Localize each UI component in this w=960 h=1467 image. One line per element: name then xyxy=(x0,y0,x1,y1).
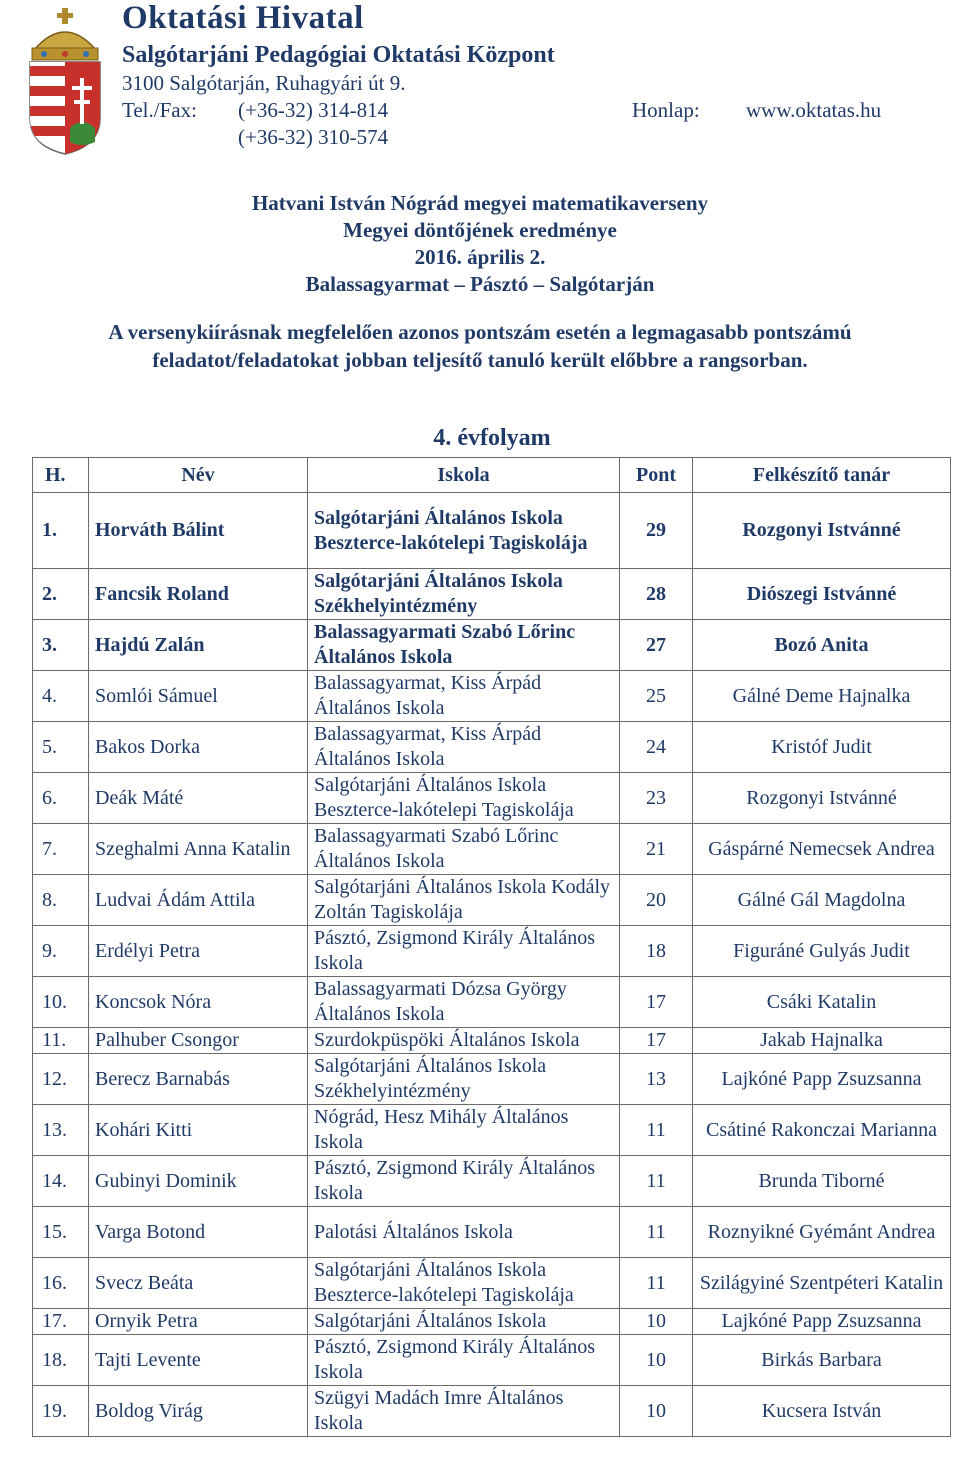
cell-teacher: Bozó Anita xyxy=(693,620,951,671)
table-row xyxy=(33,1054,951,1105)
cell-teacher: Birkás Barbara xyxy=(693,1335,951,1386)
cell-name: Horváth Bálint xyxy=(89,493,308,569)
cell-name: Hajdú Zalán xyxy=(89,620,308,671)
cell-name: Tajti Levente xyxy=(89,1335,308,1386)
cell-rank: 4. xyxy=(33,671,89,722)
grade-heading: 4. évfolyam xyxy=(433,425,551,451)
cell-points: 17 xyxy=(620,977,693,1028)
cell-points: 10 xyxy=(620,1335,693,1386)
cell-teacher: Jakab Hajnalka xyxy=(693,1028,951,1054)
cell-teacher: Kristóf Judit xyxy=(693,722,951,773)
cell-school: Salgótarjáni Általános Iskola Beszterce-lakótelepi Tagiskolája xyxy=(308,493,620,569)
table-row xyxy=(33,722,951,773)
notice-line-1: A versenykiírásnak megfelelően azonos pontszám esetén a legmagasabb pontszámú xyxy=(108,320,852,344)
cell-school: Balassagyarmati Dózsa György Általános Iskola xyxy=(308,977,620,1028)
cell-points: 13 xyxy=(620,1054,693,1105)
cell-rank: 2. xyxy=(33,569,89,620)
cell-school: Salgótarjáni Általános Iskola Székhelyintézmény xyxy=(308,1054,620,1105)
cell-rank: 16. xyxy=(33,1258,89,1309)
cell-name: Berecz Barnabás xyxy=(89,1054,308,1105)
cell-school: Balassagyarmat, Kiss Árpád Általános Iskola xyxy=(308,671,620,722)
web-label: Honlap: xyxy=(632,98,700,122)
cell-school: Salgótarjáni Általános Iskola Beszterce-lakótelepi Tagiskolája xyxy=(308,1258,620,1309)
cell-name: Szeghalmi Anna Katalin xyxy=(89,824,308,875)
organization-header xyxy=(122,0,942,151)
cell-points: 27 xyxy=(620,620,693,671)
cell-points: 28 xyxy=(620,569,693,620)
cell-school: Salgótarjáni Általános Iskola xyxy=(308,1309,620,1335)
cell-teacher: Kucsera István xyxy=(693,1386,951,1437)
table-row xyxy=(33,1028,951,1054)
cell-name: Palhuber Csongor xyxy=(89,1028,308,1054)
cell-school: Salgótarjáni Általános Iskola Székhelyintézmény xyxy=(308,569,620,620)
cell-school: Salgótarjáni Általános Iskola Beszterce-lakótelepi Tagiskolája xyxy=(308,773,620,824)
contest-title: Hatvani István Nógrád megyei matematikaverseny xyxy=(251,191,709,215)
cell-points: 17 xyxy=(620,1028,693,1054)
table-row xyxy=(33,977,951,1028)
cell-teacher: Roznyikné Gyémánt Andrea xyxy=(693,1207,951,1258)
org-name: Oktatási Hivatal xyxy=(122,0,364,36)
address: 3100 Salgótarján, Ruhagyári út 9. xyxy=(122,71,406,95)
phone-1: (+36-32) 314-814 xyxy=(238,98,389,122)
table-row xyxy=(33,1156,951,1207)
phone-label: Tel./Fax: xyxy=(122,98,197,122)
contest-date: 2016. április 2. xyxy=(414,245,546,269)
contest-subtitle: Megyei döntőjének eredménye xyxy=(343,218,617,242)
table-row xyxy=(33,1309,951,1335)
table-row xyxy=(33,1386,951,1437)
table-row xyxy=(33,569,951,620)
cell-school: Balassagyarmat, Kiss Árpád Általános Iskola xyxy=(308,722,620,773)
cell-name: Ludvai Ádám Attila xyxy=(89,875,308,926)
cell-rank: 18. xyxy=(33,1335,89,1386)
cell-rank: 17. xyxy=(33,1309,89,1335)
cell-rank: 9. xyxy=(33,926,89,977)
cell-school: Balassagyarmati Szabó Lőrinc Általános Iskola xyxy=(308,824,620,875)
cell-name: Gubinyi Dominik xyxy=(89,1156,308,1207)
cell-rank: 11. xyxy=(33,1028,89,1054)
cell-points: 23 xyxy=(620,773,693,824)
phone-2: (+36-32) 310-574 xyxy=(238,125,389,149)
cell-name: Kohári Kitti xyxy=(89,1105,308,1156)
header-teacher: Felkészítő tanár xyxy=(693,458,951,493)
table-row xyxy=(33,926,951,977)
contest-locations: Balassagyarmat – Pásztó – Salgótarján xyxy=(305,272,655,296)
cell-rank: 14. xyxy=(33,1156,89,1207)
cell-teacher: Brunda Tiborné xyxy=(693,1156,951,1207)
cell-teacher: Lajkóné Papp Zsuzsanna xyxy=(693,1309,951,1335)
cell-teacher: Lajkóné Papp Zsuzsanna xyxy=(693,1054,951,1105)
cell-rank: 10. xyxy=(33,977,89,1028)
table-row xyxy=(33,620,951,671)
cell-points: 21 xyxy=(620,824,693,875)
cell-teacher: Csáki Katalin xyxy=(693,977,951,1028)
cell-teacher: Gálné Deme Hajnalka xyxy=(693,671,951,722)
cell-rank: 19. xyxy=(33,1386,89,1437)
table-header-row xyxy=(33,458,951,493)
cell-points: 11 xyxy=(620,1105,693,1156)
center-name: Salgótarjáni Pedagógiai Oktatási Központ xyxy=(122,42,555,68)
cell-school: Pásztó, Zsigmond Király Általános Iskola xyxy=(308,1156,620,1207)
table-row xyxy=(33,773,951,824)
cell-points: 20 xyxy=(620,875,693,926)
table-row xyxy=(33,875,951,926)
cell-rank: 15. xyxy=(33,1207,89,1258)
cell-rank: 13. xyxy=(33,1105,89,1156)
table-row xyxy=(33,824,951,875)
notice-line-2: feladatot/feladatokat jobban teljesítő tanuló került előbbre a rangsorban. xyxy=(152,348,808,372)
cell-points: 18 xyxy=(620,926,693,977)
cell-points: 11 xyxy=(620,1156,693,1207)
table-row xyxy=(33,1258,951,1309)
results-table xyxy=(32,457,951,1437)
cell-school: Palotási Általános Iskola xyxy=(308,1207,620,1258)
cell-teacher: Rozgonyi Istvánné xyxy=(693,493,951,569)
cell-school: Pásztó, Zsigmond Király Általános Iskola xyxy=(308,1335,620,1386)
cell-points: 25 xyxy=(620,671,693,722)
cell-rank: 1. xyxy=(33,493,89,569)
header-school: Iskola xyxy=(308,458,620,493)
cell-points: 29 xyxy=(620,493,693,569)
cell-points: 10 xyxy=(620,1386,693,1437)
cell-rank: 3. xyxy=(33,620,89,671)
cell-teacher: Csátiné Rakonczai Marianna xyxy=(693,1105,951,1156)
web-url[interactable]: www.oktatas.hu xyxy=(746,98,882,122)
table-row xyxy=(33,671,951,722)
cell-teacher: Diószegi Istvánné xyxy=(693,569,951,620)
cell-name: Svecz Beáta xyxy=(89,1258,308,1309)
cell-rank: 12. xyxy=(33,1054,89,1105)
cell-points: 24 xyxy=(620,722,693,773)
cell-rank: 6. xyxy=(33,773,89,824)
hungarian-coat-of-arms-icon xyxy=(24,6,106,156)
cell-rank: 5. xyxy=(33,722,89,773)
contest-title-block xyxy=(0,190,960,298)
cell-name: Ornyik Petra xyxy=(89,1309,308,1335)
cell-name: Bakos Dorka xyxy=(89,722,308,773)
cell-school: Balassagyarmati Szabó Lőrinc Általános Iskola xyxy=(308,620,620,671)
cell-teacher: Gálné Gál Magdolna xyxy=(693,875,951,926)
cell-school: Salgótarjáni Általános Iskola Kodály Zoltán Tagiskolája xyxy=(308,875,620,926)
table-row xyxy=(33,1335,951,1386)
table-row xyxy=(33,493,951,569)
table-row xyxy=(33,1207,951,1258)
cell-points: 10 xyxy=(620,1309,693,1335)
cell-name: Fancsik Roland xyxy=(89,569,308,620)
cell-school: Szurdokpüspöki Általános Iskola xyxy=(308,1028,620,1054)
cell-rank: 7. xyxy=(33,824,89,875)
cell-name: Koncsok Nóra xyxy=(89,977,308,1028)
cell-name: Boldog Virág xyxy=(89,1386,308,1437)
cell-teacher: Rozgonyi Istvánné xyxy=(693,773,951,824)
cell-name: Erdélyi Petra xyxy=(89,926,308,977)
cell-name: Somlói Sámuel xyxy=(89,671,308,722)
header-name: Név xyxy=(89,458,308,493)
cell-name: Deák Máté xyxy=(89,773,308,824)
cell-teacher: Gáspárné Nemecsek Andrea xyxy=(693,824,951,875)
cell-school: Nógrád, Hesz Mihály Általános Iskola xyxy=(308,1105,620,1156)
cell-school: Szügyi Madách Imre Általános Iskola xyxy=(308,1386,620,1437)
header-points: Pont xyxy=(620,458,693,493)
header-rank: H. xyxy=(33,458,89,493)
cell-points: 11 xyxy=(620,1207,693,1258)
cell-rank: 8. xyxy=(33,875,89,926)
cell-teacher: Figuráné Gulyás Judit xyxy=(693,926,951,977)
cell-points: 11 xyxy=(620,1258,693,1309)
table-row xyxy=(33,1105,951,1156)
cell-name: Varga Botond xyxy=(89,1207,308,1258)
tiebreak-notice xyxy=(0,318,960,374)
cell-teacher: Szilágyiné Szentpéteri Katalin xyxy=(693,1258,951,1309)
cell-school: Pásztó, Zsigmond Király Általános Iskola xyxy=(308,926,620,977)
